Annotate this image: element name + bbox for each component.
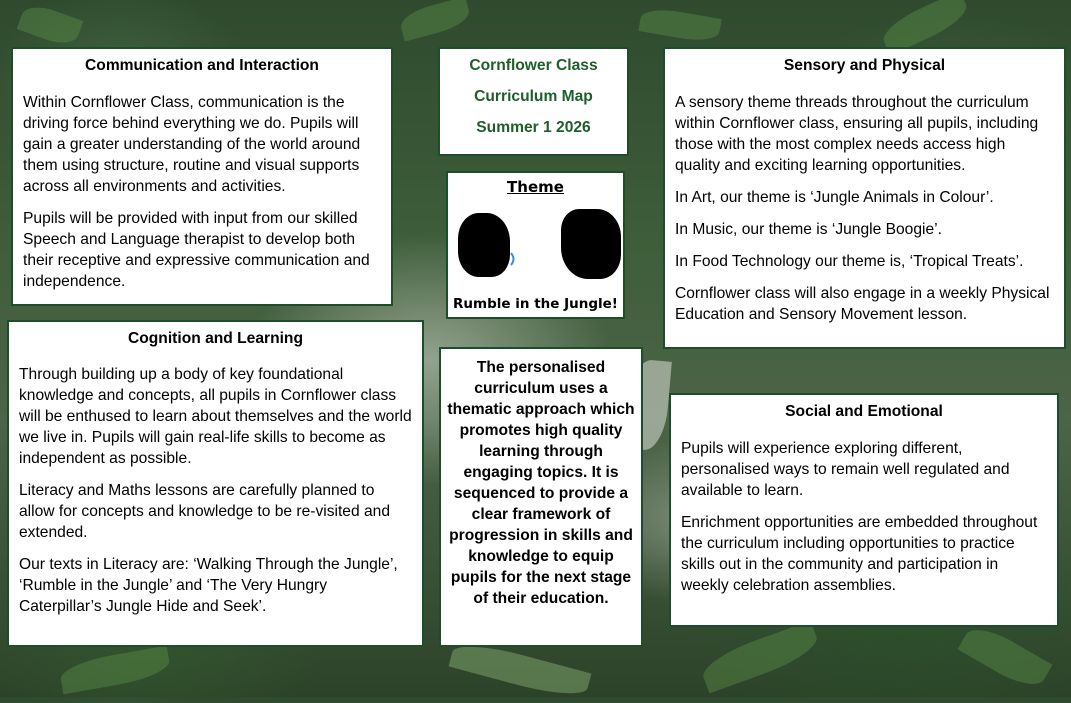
cognition-learning-panel	[7, 320, 424, 647]
cognition-heading: Cognition and Learning	[128, 330, 303, 347]
social-paragraph: Enrichment opportunities are embedded throughout the curriculum including opportunities to practice skills out in the community and participation in weekly celebration assemblies.	[681, 514, 1038, 594]
redacted-image-right	[561, 209, 621, 279]
cognition-paragraph: Our texts in Literacy are: ‘Walking Through the Jungle’, ‘Rumble in the Jungle’ and ‘The Very Hungry Caterpillar’s Jungle Hide and Seek’.	[19, 556, 398, 615]
document-title: Curriculum Map	[474, 88, 593, 105]
social-heading: Social and Emotional	[785, 403, 943, 420]
communication-interaction-panel	[11, 47, 393, 306]
class-title-panel	[438, 47, 629, 156]
communication-heading: Communication and Interaction	[85, 57, 319, 74]
sensory-physical-panel	[663, 47, 1066, 349]
cognition-paragraph: Through building up a body of key foundational knowledge and concepts, all pupils in Cornflower class will be enthused to learn about themselves and the world we live in. Pupils will gain real-life skills to become as independent as possible.	[19, 366, 412, 467]
sensory-paragraph: In Art, our theme is ‘Jungle Animals in Colour’.	[675, 189, 994, 206]
term-label: Summer 1 2026	[476, 119, 591, 136]
social-paragraph: Pupils will experience exploring different, personalised ways to remain well regulated and available to learn.	[681, 440, 1010, 499]
sensory-heading: Sensory and Physical	[783, 57, 946, 74]
class-name: Cornflower Class	[469, 57, 598, 74]
sensory-paragraph: In Food Technology our theme is, ‘Tropical Treats’.	[675, 253, 1024, 270]
communication-paragraph: Pupils will be provided with input from our skilled Speech and Language therapist to develop both their receptive and expressive communication and independence.	[23, 210, 370, 290]
curriculum-statement-panel	[439, 347, 643, 647]
redacted-image-left	[458, 213, 510, 277]
communication-paragraph: Within Cornflower Class, communication is the driving force behind everything we do. Pupils will gain a greater understanding of the world around them using structure, routine and visual supports across all environments and activities.	[23, 94, 361, 195]
sensory-paragraph: Cornflower class will also engage in a weekly Physical Education and Sensory Movement lesson.	[675, 285, 1050, 323]
cognition-paragraph: Literacy and Maths lessons are carefully planned to allow for concepts and knowledge to be re-visited and extended.	[19, 482, 391, 541]
sound-waves-icon	[509, 249, 519, 269]
theme-heading: Theme	[507, 178, 564, 196]
sensory-paragraph: A sensory theme threads throughout the curriculum within Cornflower class, ensuring all pupils, including those with the most complex needs access high quality and exciting learning opportunities.	[675, 94, 1039, 174]
theme-caption: Rumble in the Jungle!	[453, 296, 618, 312]
theme-panel	[446, 171, 625, 319]
theme-illustration	[452, 197, 619, 283]
social-emotional-panel	[669, 393, 1059, 627]
curriculum-statement: The personalised curriculum uses a thematic approach which promotes high quality learning through engaging topics. It is sequenced to provide a clear framework of progression in skills and knowledge to equip pupils for the next stage of their education.	[447, 359, 635, 607]
sensory-paragraph: In Music, our theme is ‘Jungle Boogie’.	[675, 221, 942, 238]
